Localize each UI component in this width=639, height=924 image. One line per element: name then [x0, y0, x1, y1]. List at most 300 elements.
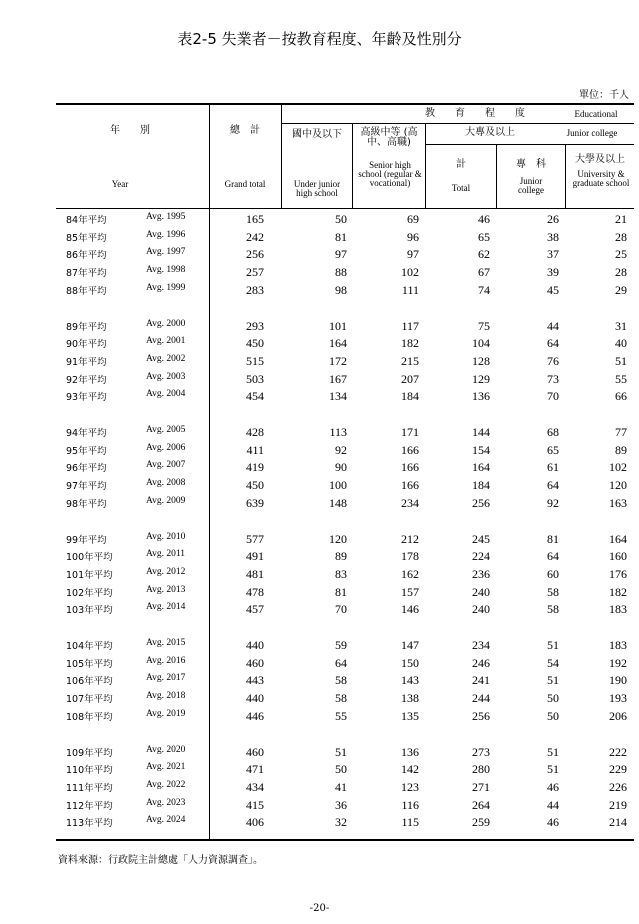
year-zh-cell: 85年平均 [66, 232, 107, 244]
junior-high-cell: 58 [335, 673, 347, 688]
total-cell: 450 [246, 478, 264, 493]
year-en-cell: Avg. 1996 [146, 229, 186, 240]
total-cell: 454 [246, 389, 264, 404]
college-total-cell: 154 [472, 442, 490, 457]
junior-college-cell: 68 [547, 425, 559, 439]
college-total-cell: 241 [472, 673, 490, 688]
senior-high-cell: 146 [401, 602, 419, 617]
total-cell: 415 [246, 797, 264, 812]
year-en-cell: Avg. 2011 [146, 549, 186, 560]
junior-high-cell: 88 [335, 265, 347, 280]
senior-high-cell: 142 [401, 762, 419, 777]
year-zh-cell: 103年平均 [66, 605, 113, 617]
junior-high-cell: 58 [335, 691, 347, 706]
total-cell: 460 [246, 744, 264, 759]
table-row [0, 549, 639, 566]
total-cell: 460 [246, 655, 264, 670]
year-en-cell: Avg. 2005 [146, 425, 186, 435]
year-en-cell: Avg. 2019 [146, 708, 186, 719]
year-en-cell: Avg. 2021 [146, 762, 186, 773]
source-note: 資料來源：行政院主計總處「人力資源調查」。 [58, 855, 263, 866]
header-education-zh: 教 育 程 度 [425, 108, 525, 119]
year-en-cell: Avg. 2013 [146, 584, 186, 595]
table-row [0, 372, 639, 389]
university-cell: 176 [609, 566, 627, 581]
junior-college-cell: 45 [547, 282, 559, 297]
junior-college-cell: 58 [547, 584, 559, 599]
total-cell: 491 [246, 549, 264, 564]
table-row [0, 815, 639, 832]
university-cell: 183 [609, 602, 627, 617]
table-row [0, 247, 639, 264]
university-cell: 31 [615, 318, 627, 333]
junior-college-cell: 51 [547, 762, 559, 777]
junior-college-cell: 37 [547, 247, 559, 262]
header-year-en: Year [111, 179, 129, 189]
junior-college-cell: 44 [547, 318, 559, 333]
year-zh-cell: 92年平均 [66, 374, 107, 386]
year-en-cell: Avg. 2003 [146, 371, 186, 382]
year-en-cell: Avg. 1997 [146, 247, 186, 258]
college-total-cell: 128 [472, 353, 490, 368]
junior-high-cell: 92 [335, 442, 347, 457]
junior-high-cell: 64 [335, 655, 347, 670]
total-cell: 478 [246, 584, 264, 599]
college-total-cell: 264 [472, 797, 490, 812]
junior-college-cell: 51 [547, 673, 559, 688]
senior-high-cell: 166 [401, 442, 419, 457]
junior-college-cell: 64 [547, 549, 559, 564]
table-row [0, 425, 639, 442]
year-zh-cell: 95年平均 [66, 445, 107, 457]
total-cell: 515 [246, 353, 264, 368]
college-total-cell: 164 [472, 460, 490, 475]
college-header-rule [425, 144, 634, 145]
column-divider-junior-high [352, 124, 353, 209]
year-en-cell: Avg. 2020 [146, 744, 186, 755]
header-education-en: Educational [574, 109, 618, 119]
year-en-cell: Avg. 1995 [146, 212, 186, 222]
total-cell: 471 [246, 762, 264, 777]
total-cell: 406 [246, 815, 264, 830]
university-cell: 206 [609, 708, 627, 723]
college-total-cell: 256 [472, 495, 490, 510]
header-university-en: University & graduate school [572, 169, 630, 188]
table-row [0, 460, 639, 477]
college-total-cell: 46 [478, 212, 490, 226]
university-cell: 214 [609, 815, 627, 830]
total-cell: 481 [246, 566, 264, 581]
junior-high-cell: 59 [335, 638, 347, 652]
year-zh-cell: 110年平均 [66, 765, 113, 777]
college-total-cell: 104 [472, 336, 490, 351]
year-zh-cell: 89年平均 [66, 321, 107, 333]
year-en-cell: Avg. 2000 [146, 318, 186, 329]
education-header-rule [282, 123, 634, 124]
junior-high-cell: 172 [329, 353, 347, 368]
college-total-cell: 74 [478, 282, 490, 297]
senior-high-cell: 135 [401, 708, 419, 723]
junior-high-cell: 41 [335, 779, 347, 794]
senior-high-cell: 147 [401, 638, 419, 652]
total-cell: 434 [246, 779, 264, 794]
total-cell: 283 [246, 282, 264, 297]
total-cell: 450 [246, 336, 264, 351]
university-cell: 21 [615, 212, 627, 226]
junior-college-cell: 51 [547, 638, 559, 652]
column-divider-total [281, 104, 282, 209]
table-row [0, 691, 639, 708]
year-en-cell: Avg. 2010 [146, 531, 186, 542]
college-total-cell: 245 [472, 531, 490, 546]
header-bottom-rule [56, 208, 634, 209]
junior-high-cell: 148 [329, 495, 347, 510]
table-row [0, 212, 639, 229]
junior-high-cell: 113 [329, 425, 347, 439]
university-cell: 66 [615, 389, 627, 404]
university-cell: 55 [615, 371, 627, 386]
junior-college-cell: 92 [547, 495, 559, 510]
table-row [0, 265, 639, 282]
total-cell: 293 [246, 318, 264, 333]
college-total-cell: 240 [472, 602, 490, 617]
college-total-cell: 240 [472, 584, 490, 599]
year-en-cell: Avg. 1998 [146, 265, 186, 276]
university-cell: 28 [615, 229, 627, 244]
year-zh-cell: 105年平均 [66, 658, 113, 670]
page-number: -20- [309, 903, 330, 914]
year-en-cell: Avg. 2015 [146, 638, 186, 648]
senior-high-cell: 102 [401, 265, 419, 280]
header-subtotal-zh: 計 [456, 159, 466, 170]
college-total-cell: 144 [472, 425, 490, 439]
senior-high-cell: 150 [401, 655, 419, 670]
junior-high-cell: 83 [335, 566, 347, 581]
junior-college-cell: 46 [547, 779, 559, 794]
header-subtotal-en: Total [451, 183, 471, 193]
college-total-cell: 136 [472, 389, 490, 404]
senior-high-cell: 215 [401, 353, 419, 368]
total-cell: 446 [246, 708, 264, 723]
total-cell: 577 [246, 531, 264, 546]
header-junior-college-zh: 專 科 [516, 159, 546, 170]
header-college-en: Junior college [566, 128, 618, 138]
year-zh-cell: 99年平均 [66, 534, 107, 546]
junior-high-cell: 89 [335, 549, 347, 564]
university-cell: 160 [609, 549, 627, 564]
year-zh-cell: 94年平均 [66, 428, 107, 439]
year-zh-cell: 91年平均 [66, 356, 107, 368]
table-row [0, 496, 639, 513]
year-zh-cell: 98年平均 [66, 498, 107, 510]
year-zh-cell: 111年平均 [66, 782, 113, 794]
college-total-cell: 184 [472, 478, 490, 493]
header-total-zh: 總 計 [230, 125, 260, 136]
junior-high-cell: 98 [335, 282, 347, 297]
table-top-rule [56, 103, 634, 105]
table-bottom-rule [56, 839, 634, 841]
header-junior-high-zh: 國中及以下 [292, 129, 342, 140]
college-total-cell: 244 [472, 691, 490, 706]
table-row [0, 443, 639, 460]
year-en-cell: Avg. 2008 [146, 478, 186, 489]
junior-college-cell: 61 [547, 460, 559, 475]
university-cell: 163 [609, 495, 627, 510]
junior-high-cell: 90 [335, 460, 347, 475]
unit-label: 單位：千人 [579, 90, 629, 101]
university-cell: 29 [615, 282, 627, 297]
table-row [0, 354, 639, 371]
year-zh-cell: 107年平均 [66, 694, 113, 706]
junior-college-cell: 51 [547, 744, 559, 759]
junior-high-cell: 100 [329, 478, 347, 493]
senior-high-cell: 162 [401, 566, 419, 581]
year-en-cell: Avg. 2006 [146, 442, 186, 453]
column-divider-junior-college [565, 145, 566, 209]
year-en-cell: Avg. 2002 [146, 353, 186, 364]
junior-high-cell: 55 [335, 708, 347, 723]
table-row [0, 319, 639, 336]
table-row [0, 673, 639, 690]
year-en-cell: Avg. 2009 [146, 495, 186, 506]
year-en-cell: Avg. 2022 [146, 779, 186, 790]
year-zh-cell: 108年平均 [66, 711, 113, 723]
junior-college-cell: 50 [547, 691, 559, 706]
year-zh-cell: 84年平均 [66, 215, 107, 226]
year-zh-cell: 104年平均 [66, 641, 113, 652]
junior-college-cell: 46 [547, 815, 559, 830]
table-row [0, 336, 639, 353]
junior-high-cell: 164 [329, 336, 347, 351]
university-cell: 120 [609, 478, 627, 493]
table-row [0, 389, 639, 406]
total-cell: 440 [246, 638, 264, 652]
header-junior-high-en: Under junior high school [293, 179, 341, 198]
junior-high-cell: 81 [335, 584, 347, 599]
year-zh-cell: 100年平均 [66, 552, 113, 564]
total-cell: 428 [246, 425, 264, 439]
year-zh-cell: 96年平均 [66, 463, 107, 475]
junior-college-cell: 64 [547, 478, 559, 493]
college-total-cell: 62 [478, 247, 490, 262]
university-cell: 183 [609, 638, 627, 652]
year-zh-cell: 112年平均 [66, 800, 113, 812]
university-cell: 226 [609, 779, 627, 794]
table-row [0, 478, 639, 495]
senior-high-cell: 138 [401, 691, 419, 706]
year-en-cell: Avg. 1999 [146, 282, 186, 293]
senior-high-cell: 117 [401, 318, 419, 333]
junior-college-cell: 76 [547, 353, 559, 368]
senior-high-cell: 166 [401, 478, 419, 493]
senior-high-cell: 178 [401, 549, 419, 564]
total-cell: 411 [246, 442, 264, 457]
header-total-en: Grand total [224, 179, 266, 189]
year-zh-cell: 113年平均 [66, 818, 113, 830]
university-cell: 89 [615, 442, 627, 457]
header-university-zh: 大學及以上 [575, 154, 625, 165]
total-cell: 257 [246, 265, 264, 280]
year-zh-cell: 102年平均 [66, 587, 113, 599]
junior-college-cell: 50 [547, 708, 559, 723]
junior-high-cell: 167 [329, 371, 347, 386]
senior-high-cell: 123 [401, 779, 419, 794]
table-row [0, 567, 639, 584]
senior-high-cell: 136 [401, 744, 419, 759]
college-total-cell: 75 [478, 318, 490, 333]
year-zh-cell: 88年平均 [66, 285, 107, 297]
senior-high-cell: 143 [401, 673, 419, 688]
junior-high-cell: 32 [335, 815, 347, 830]
table-row [0, 638, 639, 655]
column-divider-subtotal [496, 145, 497, 209]
header-senior-high-en: Senior high school (regular & vocational) [358, 160, 422, 188]
junior-high-cell: 97 [335, 247, 347, 262]
senior-high-cell: 96 [407, 229, 419, 244]
header-college-zh: 大專及以上 [465, 127, 515, 138]
university-cell: 28 [615, 265, 627, 280]
senior-high-cell: 97 [407, 247, 419, 262]
total-cell: 457 [246, 602, 264, 617]
university-cell: 222 [609, 744, 627, 759]
column-divider-senior-high [425, 124, 426, 209]
senior-high-cell: 234 [401, 495, 419, 510]
table-row [0, 745, 639, 762]
year-en-cell: Avg. 2007 [146, 460, 186, 471]
junior-high-cell: 50 [335, 212, 347, 226]
college-total-cell: 234 [472, 638, 490, 652]
college-total-cell: 67 [478, 265, 490, 280]
table-row [0, 709, 639, 726]
university-cell: 193 [609, 691, 627, 706]
year-zh-cell: 109年平均 [66, 747, 113, 759]
total-cell: 503 [246, 371, 264, 386]
table-row [0, 602, 639, 619]
year-zh-cell: 93年平均 [66, 392, 107, 404]
table-row [0, 762, 639, 779]
table-row [0, 283, 639, 300]
junior-college-cell: 38 [547, 229, 559, 244]
header-junior-college-en: Junior college [518, 176, 544, 195]
year-en-cell: Avg. 2012 [146, 566, 186, 577]
junior-high-cell: 101 [329, 318, 347, 333]
year-zh-cell: 106年平均 [66, 676, 113, 688]
junior-college-cell: 58 [547, 602, 559, 617]
table-row [0, 532, 639, 549]
junior-college-cell: 54 [547, 655, 559, 670]
senior-high-cell: 111 [401, 282, 419, 297]
university-cell: 192 [609, 655, 627, 670]
college-total-cell: 271 [472, 779, 490, 794]
university-cell: 77 [615, 425, 627, 439]
junior-high-cell: 36 [335, 797, 347, 812]
year-en-cell: Avg. 2014 [146, 602, 186, 613]
total-cell: 256 [246, 247, 264, 262]
senior-high-cell: 184 [401, 389, 419, 404]
junior-high-cell: 120 [329, 531, 347, 546]
senior-high-cell: 69 [407, 212, 419, 226]
university-cell: 219 [609, 797, 627, 812]
year-zh-cell: 90年平均 [66, 339, 107, 351]
year-en-cell: Avg. 2016 [146, 655, 186, 666]
senior-high-cell: 212 [401, 531, 419, 546]
year-en-cell: Avg. 2017 [146, 673, 186, 684]
university-cell: 51 [615, 353, 627, 368]
junior-college-cell: 81 [547, 531, 559, 546]
senior-high-cell: 182 [401, 336, 419, 351]
senior-high-cell: 115 [401, 815, 419, 830]
junior-high-cell: 81 [335, 229, 347, 244]
junior-college-cell: 26 [547, 212, 559, 226]
college-total-cell: 280 [472, 762, 490, 777]
senior-high-cell: 157 [401, 584, 419, 599]
year-en-cell: Avg. 2024 [146, 815, 186, 826]
year-en-cell: Avg. 2023 [146, 797, 186, 808]
year-zh-cell: 86年平均 [66, 250, 107, 262]
header-senior-high-zh: 高級中等 (高中、高職) [360, 127, 418, 148]
header-year-zh: 年 別 [110, 125, 150, 136]
college-total-cell: 65 [478, 229, 490, 244]
total-cell: 440 [246, 691, 264, 706]
college-total-cell: 256 [472, 708, 490, 723]
junior-high-cell: 134 [329, 389, 347, 404]
junior-high-cell: 51 [335, 744, 347, 759]
table-row [0, 798, 639, 815]
year-zh-cell: 87年平均 [66, 268, 107, 280]
senior-high-cell: 207 [401, 371, 419, 386]
university-cell: 229 [609, 762, 627, 777]
total-cell: 419 [246, 460, 264, 475]
college-total-cell: 246 [472, 655, 490, 670]
junior-college-cell: 64 [547, 336, 559, 351]
junior-college-cell: 60 [547, 566, 559, 581]
table-row [0, 656, 639, 673]
table-row [0, 585, 639, 602]
college-total-cell: 259 [472, 815, 490, 830]
page-title: 表2-5 失業者－按教育程度、年齡及性別分 [177, 30, 462, 48]
year-en-cell: Avg. 2001 [146, 336, 186, 347]
university-cell: 40 [615, 336, 627, 351]
junior-college-cell: 70 [547, 389, 559, 404]
junior-high-cell: 70 [335, 602, 347, 617]
junior-high-cell: 50 [335, 762, 347, 777]
college-total-cell: 224 [472, 549, 490, 564]
table-row [0, 230, 639, 247]
university-cell: 190 [609, 673, 627, 688]
university-cell: 102 [609, 460, 627, 475]
total-cell: 443 [246, 673, 264, 688]
year-en-cell: Avg. 2018 [146, 691, 186, 702]
college-total-cell: 273 [472, 744, 490, 759]
total-cell: 165 [246, 212, 264, 226]
year-zh-cell: 97年平均 [66, 481, 107, 493]
college-total-cell: 129 [472, 371, 490, 386]
senior-high-cell: 116 [401, 797, 419, 812]
junior-college-cell: 73 [547, 371, 559, 386]
senior-high-cell: 171 [401, 425, 419, 439]
university-cell: 164 [609, 531, 627, 546]
university-cell: 25 [615, 247, 627, 262]
total-cell: 242 [246, 229, 264, 244]
table-row [0, 780, 639, 797]
total-cell: 639 [246, 495, 264, 510]
junior-college-cell: 44 [547, 797, 559, 812]
college-total-cell: 236 [472, 566, 490, 581]
senior-high-cell: 166 [401, 460, 419, 475]
year-zh-cell: 101年平均 [66, 569, 113, 581]
junior-college-cell: 65 [547, 442, 559, 457]
year-en-cell: Avg. 2004 [146, 389, 186, 400]
